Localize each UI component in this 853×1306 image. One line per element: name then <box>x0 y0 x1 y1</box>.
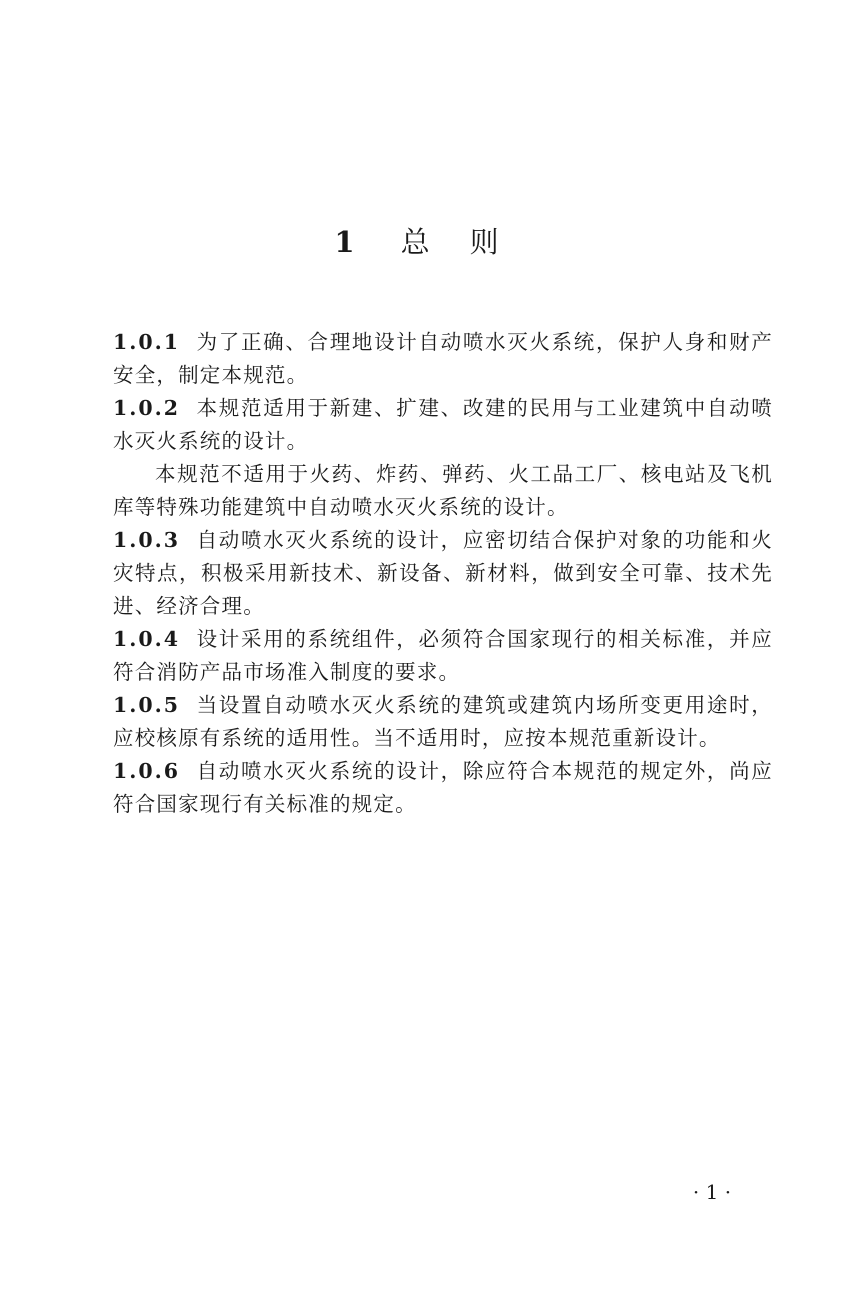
clause-1-0-2 <box>113 392 773 458</box>
chapter-number: 1 <box>334 225 355 259</box>
clause-1-0-4 <box>113 623 773 689</box>
clause-1-0-5 <box>113 689 773 755</box>
chapter-title-part2: 则 <box>469 225 499 259</box>
clause-1-0-3 <box>113 524 773 623</box>
clause-text: 当设置自动喷水灭火系统的建筑或建筑内场所变更用途时，应校核原有系统的适用性。当不适用时，应按本规范重新设计。 <box>113 693 773 750</box>
clause-1-0-1 <box>113 326 773 392</box>
clause-number: 1.0.4 <box>113 627 181 651</box>
chapter-title <box>0 222 853 262</box>
clause-1-0-6 <box>113 755 773 821</box>
clause-number: 1.0.3 <box>113 528 181 552</box>
clause-number: 1.0.1 <box>113 330 181 354</box>
clause-text: 本规范适用于新建、扩建、改建的民用与工业建筑中自动喷水灭火系统的设计。 <box>113 396 773 453</box>
clause-text: 自动喷水灭火系统的设计，除应符合本规范的规定外，尚应符合国家现行有关标准的规定。 <box>113 759 773 816</box>
clause-number: 1.0.5 <box>113 693 181 717</box>
clause-1-0-2-extra: 本规范不适用于火药、炸药、弹药、火工品工厂、核电站及飞机库等特殊功能建筑中自动喷水灭火系统的设计。 <box>113 462 773 519</box>
chapter-title-part1: 总 <box>400 225 430 259</box>
clause-text: 自动喷水灭火系统的设计，应密切结合保护对象的功能和火灾特点，积极采用新技术、新设备、新材料，做到安全可靠、技术先进、经济合理。 <box>113 528 773 618</box>
clause-text: 为了正确、合理地设计自动喷水灭火系统，保护人身和财产安全，制定本规范。 <box>113 330 773 387</box>
clause-number: 1.0.2 <box>113 396 181 420</box>
page-number: · 1 · <box>692 1180 732 1204</box>
clause-text: 设计采用的系统组件，必须符合国家现行的相关标准，并应符合消防产品市场准入制度的要求。 <box>113 627 773 684</box>
clause-number: 1.0.6 <box>113 759 181 783</box>
chapter-body <box>113 326 773 821</box>
